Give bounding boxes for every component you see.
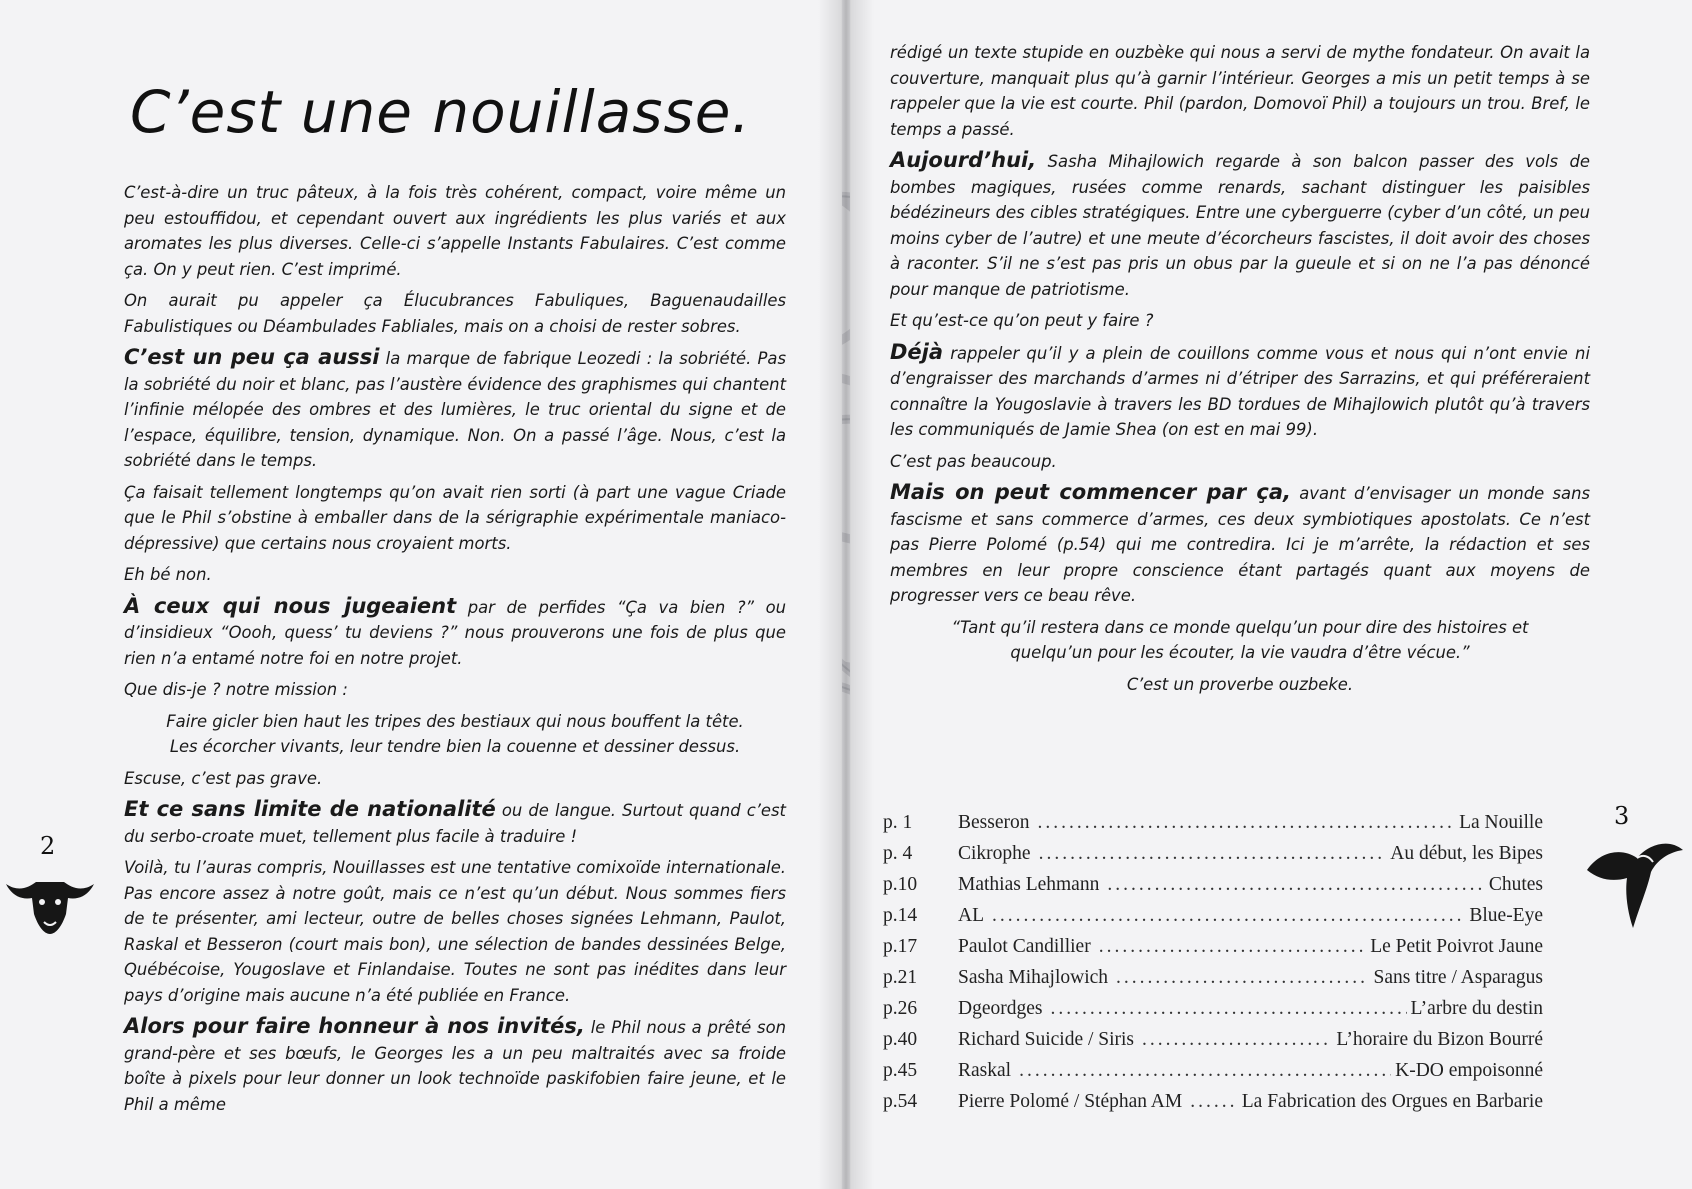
paragraph-text: avant d’envisager un monde sans fascisme et sans commerce d’armes, ces deux symbiotiques apostolats. Ce n’est pas Pierre Polomé (p.54) qui me contredira. Ici je m’arrête, la rédaction et ses membres en leur propre conscience étant partagés quant aux moyens de progresser vers ce beau rêve. <box>890 484 1590 605</box>
paragraph-text: par de perfides “Ça va bien ?” ou d’insidieux “Oooh, quess’ tu deviens ?” nous prouverons une fois de plus que rien n’a entamé notre foi en notre projet. <box>124 597 786 668</box>
paragraph-text: le Phil nous a prêté son grand-père et ses bœufs, le Georges les a un peu maltraités avec sa froide boîte à pixels pour leur donner un look technoïde paskifobien faire jeune, et le Phil a même <box>124 1018 786 1114</box>
dragon-figure-icon <box>1577 830 1687 930</box>
body-paragraph <box>890 308 1590 334</box>
paragraph-text: rédigé un texte stupide en ouzbèke qui nous a servi de mythe fondateur. On avait la couverture, manquait plus qu’à garnir l’intérieur. Georges a mis un petit temps à se rappeler que la vie est courte. Phil (pardon, Domovoï Phil) a toujours un trou. Bref, le temps a passé. <box>890 43 1590 139</box>
toc-leader-dots <box>1190 1091 1238 1113</box>
toc-page-number: p. 4 <box>883 843 913 864</box>
quote-paragraph <box>124 709 786 760</box>
toc-page-number: p.17 <box>883 936 918 957</box>
body-paragraph <box>124 1014 786 1117</box>
toc-leader-dots <box>1019 1060 1391 1082</box>
body-paragraph <box>124 562 786 588</box>
toc-author: Pierre Polomé / Stéphan AM <box>958 1091 1183 1112</box>
toc-row <box>883 967 1543 998</box>
body-paragraph <box>124 594 786 672</box>
toc-leader-dots <box>1107 874 1484 896</box>
toc-leader-dots <box>1116 967 1369 989</box>
paragraph-text: Sasha Mihajlowich regarde à son balcon passer des vols de bombes magiques, rusées comme renards, sachant distinguer les paisibles bédézineurs des cibles stratégiques. Entre une cyberguerre (cyber d’un côté, un peu moins cyber de l’autre) et une meute d’écorcheurs fascistes, il doit avoir des choses à raconter. S’il ne s’est pas pris un obus par la gueule et si on ne l’a pas dénoncé pour manque de patriotisme. <box>890 152 1590 299</box>
toc-title: Chutes <box>1488 874 1543 895</box>
toc-author: Besseron <box>958 812 1030 833</box>
paragraph-text: Ça faisait tellement longtemps qu’on avait rien sorti (à part une vague Criade que le Phil s’obstine à emballer dans de la sérigraphie expérimentale maniaco-dépressive) que certains nous croyaient morts. <box>124 482 786 553</box>
toc-author: Cikrophe <box>958 843 1031 864</box>
paragraph-text: “Tant qu’il restera dans ce monde quelqu’un pour dire des histoires et quelqu’un pour les écouter, la vie vaudra d’être vécue.” <box>951 617 1529 662</box>
toc-page-number: p. 1 <box>883 812 913 833</box>
body-paragraph <box>124 480 786 557</box>
toc-page-number: p.45 <box>883 1060 918 1081</box>
centered-paragraph <box>890 672 1590 698</box>
lead-phrase: Aujourd’hui, <box>890 148 1037 172</box>
toc-title: Le Petit Poivrot Jaune <box>1370 936 1543 957</box>
paragraph-text: Que dis-je ? notre mission : <box>124 680 348 699</box>
toc-page-number: p.54 <box>883 1091 918 1112</box>
body-paragraph <box>890 480 1590 609</box>
lead-phrase: C’est un peu ça aussi <box>124 345 380 369</box>
right-text-column <box>890 40 1590 703</box>
toc-title: L’arbre du destin <box>1410 998 1543 1019</box>
toc-leader-dots <box>992 905 1465 927</box>
toc-page-number: p.14 <box>883 905 918 926</box>
toc-page-number: p.26 <box>883 998 918 1019</box>
paragraph-text: Et qu’est-ce qu’on peut y faire ? <box>890 311 1154 330</box>
paragraph-text: la marque de fabrique Leozedi : la sobriété. Pas la sobriété du noir et blanc, pas l’austère évidence des graphismes qui chantent l’infinie mélopée des ombres et des lumières, le truc oriental du signe et de l’espace, équilibre, tension, dynamique. Non. On a passé l’âge. Nous, c’est la sobriété dans le temps. <box>124 349 786 470</box>
toc-title: Au début, les Bipes <box>1390 843 1543 864</box>
toc-title: La Fabrication des Orgues en Barbarie <box>1241 1091 1543 1112</box>
body-paragraph <box>124 288 786 339</box>
toc-leader-dots <box>1050 998 1406 1020</box>
toc-title: K-DO empoisonné <box>1395 1060 1543 1081</box>
toc-author: Sasha Mihajlowich <box>958 967 1109 988</box>
body-paragraph <box>124 797 786 849</box>
body-paragraph <box>124 345 786 474</box>
body-paragraph <box>124 855 786 1008</box>
toc-title: Blue-Eye <box>1469 905 1543 926</box>
body-paragraph <box>890 449 1590 475</box>
paragraph-text: C’est un proverbe ouzbeke. <box>1126 674 1354 694</box>
paragraph-text: Escuse, c’est pas grave. <box>124 768 323 788</box>
lead-phrase: Déjà <box>890 339 944 364</box>
body-paragraph <box>124 180 786 282</box>
paragraph-text: C’est-à-dire un truc pâteux, à la fois très cohérent, compact, voire même un peu estouffidou, et cependant ouvert aux ingrédients les plus variés et aux aromates les plus diverses. Celle-ci s’appelle Instants Fabulaires. C’est comme ça. On y peut rien. C’est imprimé. <box>124 183 786 279</box>
toc-row <box>883 905 1543 936</box>
toc-leader-dots <box>1142 1029 1332 1051</box>
paragraph-text: C’est pas beaucoup. <box>890 451 1057 471</box>
left-text-column <box>124 180 786 1123</box>
toc-title: L’horaire du Bizon Bourré <box>1336 1029 1543 1050</box>
bull-head-icon <box>4 866 96 936</box>
lead-phrase: Mais on peut commencer par ça, <box>890 480 1292 504</box>
paragraph-text: Eh bé non. <box>124 565 212 584</box>
toc-row <box>883 1029 1543 1060</box>
body-paragraph <box>890 40 1590 142</box>
page-title: C’est une nouillasse. <box>130 78 751 146</box>
toc-page-number: p.40 <box>883 1029 918 1050</box>
toc-author: Paulot Candillier <box>958 936 1091 957</box>
lead-phrase: À ceux qui nous jugeaient <box>124 593 457 618</box>
body-paragraph <box>124 766 786 792</box>
table-of-contents <box>883 812 1543 1122</box>
paragraph-text: ou de langue. Surtout quand c’est du serbo-croate muet, tellement plus facile à traduire ! <box>124 801 786 846</box>
paragraph-text: Voilà, tu l’auras compris, Nouillasses est une tentative comixoïde internationale. Pas encore assez à notre goût, mais ce n’est qu’un début. Nous sommes fiers de te présenter, ami lecteur, outre de belles choses signées Lehmann, Paulot, Raskal et Besseron (court mais bon), une sélection de bandes dessinées Belge, Québécoise, Yougoslave et Finlandaise. Toutes ne sont pas inédites dans leur pays d’origine mais aucune n’a été publiée en France. <box>124 858 786 1005</box>
paragraph-text: On aurait pu appeler ça Élucubrances Fabuliques, Baguenaudailles Fabulistiques ou Déambulades Fabliales, mais on a choisi de rester sobres. <box>124 291 786 336</box>
toc-row <box>883 812 1543 843</box>
body-paragraph <box>124 677 786 703</box>
quote-paragraph <box>890 615 1590 666</box>
toc-author: AL <box>958 905 984 926</box>
paragraph-text: rappeler qu’il y a plein de couillons comme vous et nous qui n’ont envie ni d’engraisser des marchands d’armes ni d’étriper des Sarrazins, et qui préféreraient connaître la Yougoslavie à travers les BD tordues de Mihajlowich plutôt qu’à travers les communiqués de Jamie Shea (on est en mai 99). <box>890 343 1590 439</box>
book-gutter-shadow <box>818 0 874 1189</box>
toc-title: Sans titre / Asparagus <box>1373 967 1543 988</box>
toc-leader-dots <box>1039 843 1387 865</box>
toc-author: Mathias Lehmann <box>958 874 1100 895</box>
page-number-left: 2 <box>40 832 56 860</box>
body-paragraph <box>890 148 1590 302</box>
toc-row <box>883 1060 1543 1091</box>
toc-author: Raskal <box>958 1060 1012 1081</box>
toc-row <box>883 1091 1543 1122</box>
toc-row <box>883 874 1543 905</box>
toc-leader-dots <box>1099 936 1367 958</box>
toc-row <box>883 936 1543 967</box>
toc-page-number: p.10 <box>883 874 918 895</box>
toc-leader-dots <box>1038 812 1456 834</box>
body-paragraph <box>890 340 1590 443</box>
toc-author: Richard Suicide / Siris <box>958 1029 1135 1050</box>
toc-title: La Nouille <box>1459 812 1543 833</box>
toc-row <box>883 843 1543 874</box>
toc-author: Dgeordges <box>958 998 1043 1019</box>
toc-page-number: p.21 <box>883 967 918 988</box>
page-number-right: 3 <box>1614 802 1630 830</box>
lead-phrase: Alors pour faire honneur à nos invités, <box>124 1014 585 1038</box>
paragraph-text: Faire gicler bien haut les tripes des bestiaux qui nous bouffent la tête. Les écorcher vivants, leur tendre bien la couenne et dessiner dessus. <box>166 711 744 756</box>
toc-row <box>883 998 1543 1029</box>
left-page <box>0 0 842 1189</box>
lead-phrase: Et ce sans limite de nationalité <box>124 797 496 821</box>
